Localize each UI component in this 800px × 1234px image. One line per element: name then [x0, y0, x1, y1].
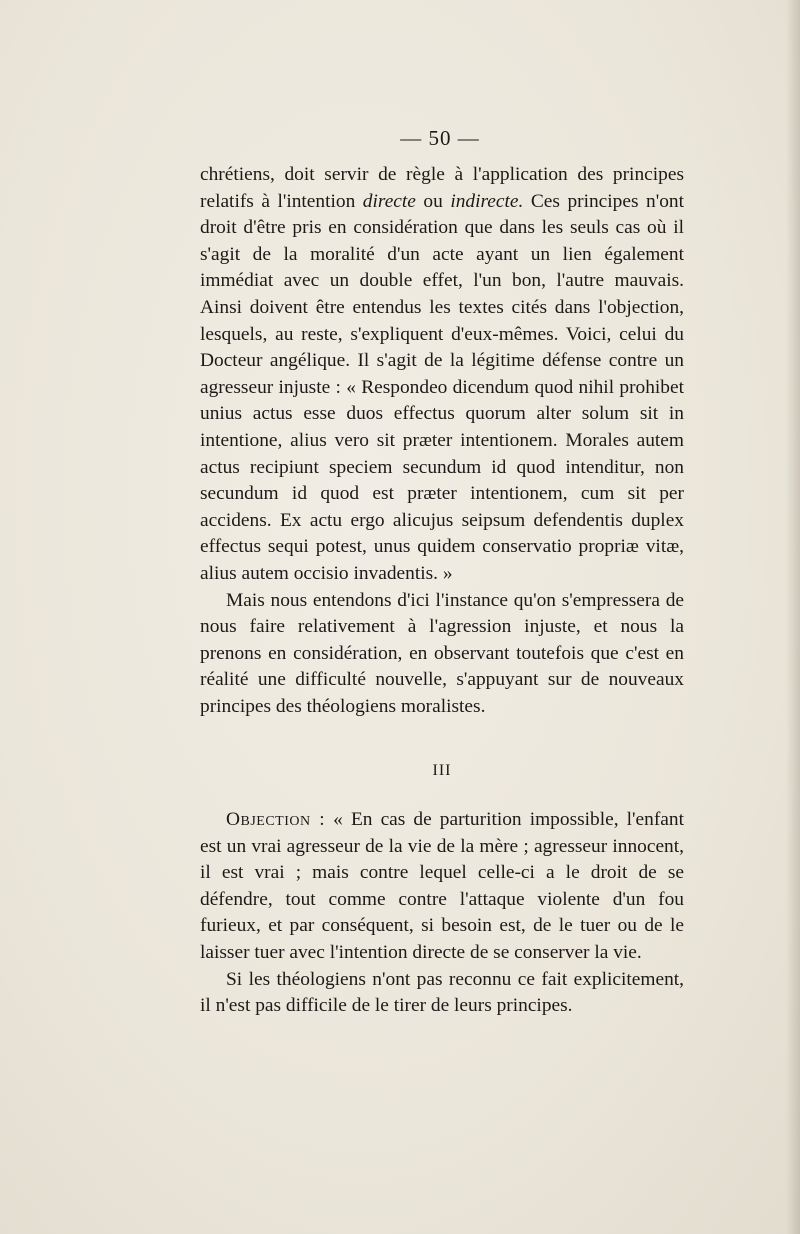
section-heading: III	[432, 762, 452, 779]
paragraph-theologiens: Si les théologiens n'ont pas reconnu ce fait explicitement, il n'est pas difficile de le tirer de leurs principes.	[200, 968, 684, 1017]
paragraph-objection	[200, 807, 684, 967]
objection-text: « En cas de parturition impossible, l'enfant est un vrai agresseur de la vie de la mère ; agresseur innocent, il est vrai ; mais contre lequel celle-ci a le droit de se défendre, tout comme contre l'attaque violente d'un fou furieux, et par conséquent, si besoin est, de le tuer ou de le laisser tuer avec l'intention directe de se conserver la vie.	[200, 809, 684, 963]
objection-label: Objection :	[226, 809, 326, 830]
paragraph-instance: Mais nous entendons d'ici l'instance qu'on s'empressera de nous faire relativement à l'agression injuste, et nous la prenons en considération, en observant toutefois que c'est en réalité une difficulté nouvelle, s'appuyant sur de nouveaux principes des théologiens moralistes.	[200, 589, 684, 717]
emphasis-directe: directe	[362, 190, 416, 212]
paragraph-text-mid: ou	[415, 190, 451, 212]
paragraph-text-rest: Ces principes n'ont droit d'être pris en considération que dans les seuls cas où il s'agit de la moralité d'un acte ayant un lien également immédiat avec un double effet, l'un bon, l'autre mauvais. Ainsi doivent être entendus les textes cités dans l'objection, lesquels, au reste, s'expliquent d'eux-mêmes. Voici, celui du Docteur angélique. Il s'agit de la légitime défense contre un agresseur injuste : « Respondeo dicendum quod nihil prohibet unius actus esse duos effectus quorum alter solum sit in intentione, alius vero sit præter intentionem. Morales autem actus recipiunt speciem secundum id quod intenditur, non secundum id quod est præter intentionem, cum sit per accidens. Ex actu ergo alicujus seipsum defendentis duplex effectus sequi potest, unus quidem conservatio propriæ vitæ, alius autem occisio invadentis. »	[200, 190, 684, 584]
page-number: — 50 —	[400, 126, 480, 150]
page-edge-shadow	[786, 0, 800, 1234]
paragraph-text: chrétiens, doit servir de règle à l'application des principes relatifs à l'intention	[200, 164, 684, 212]
paragraph-continuation	[200, 162, 684, 588]
text-block-top	[200, 162, 684, 720]
text-block-bottom	[200, 807, 684, 1020]
emphasis-indirecte: indirecte.	[450, 190, 524, 212]
